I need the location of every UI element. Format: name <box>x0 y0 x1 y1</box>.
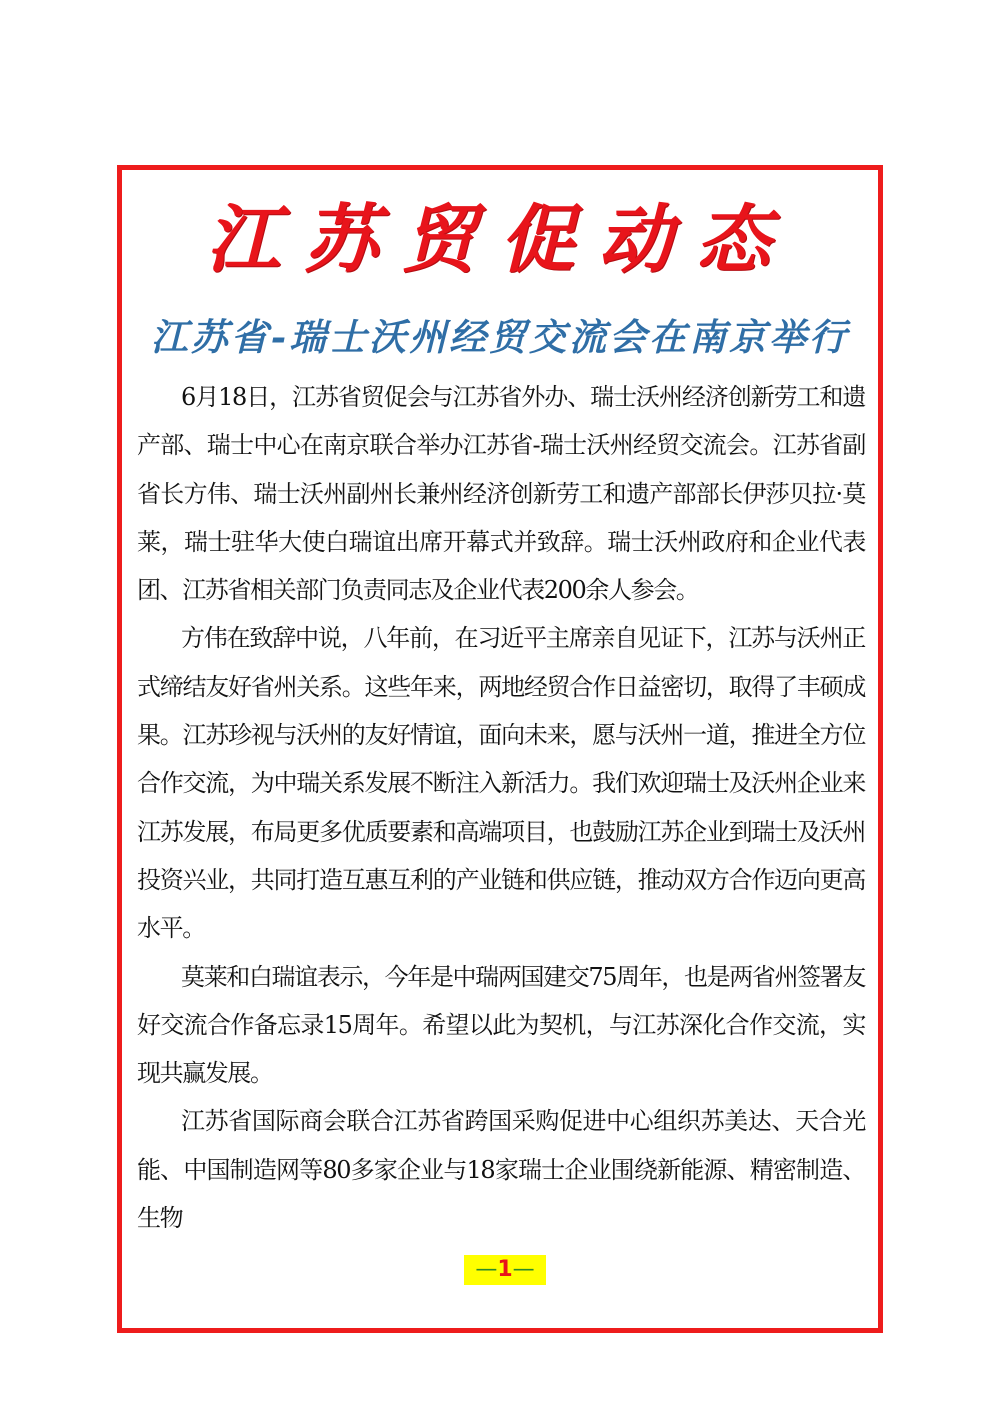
paragraph-3: 莫莱和白瑞谊表示，今年是中瑞两国建交75周年，也是两省州签署友好交流合作备忘录15周年。希望以此为契机，与江苏深化合作交流，实现共赢发展。 <box>137 962 865 1088</box>
article-headline: 江苏省-瑞士沃州经贸交流会在南京举行 <box>150 315 850 359</box>
page-number-dash-left: — <box>475 1257 498 1282</box>
paragraph-1: 6月18日，江苏省贸促会与江苏省外办、瑞士沃州经济创新劳工和遗产部、瑞士中心在南京联合举办江苏省-瑞士沃州经贸交流会。江苏省副省长方伟、瑞士沃州副州长兼州经济创新劳工和遗产部部长伊莎贝拉·莫莱，瑞士驻华大使白瑞谊出席开幕式并致辞。瑞士沃州政府和企业代表团、江苏省相关部门负责同志及企业代表200余人参会。 <box>137 383 865 605</box>
page-number <box>464 1255 546 1285</box>
paragraph-4: 江苏省国际商会联合江苏省跨国采购促进中心组织苏美达、天合光能、中国制造网等80多家企业与18家瑞士企业围绕新能源、精密制造、生物 <box>137 1107 865 1233</box>
page-number-dash-right: — <box>512 1257 535 1282</box>
page-number-value: 1 <box>497 1257 513 1282</box>
masthead-title: 江苏贸促动态 <box>206 197 794 283</box>
article-body <box>137 373 865 1242</box>
paragraph-2: 方伟在致辞中说，八年前，在习近平主席亲自见证下，江苏与沃州正式缔结友好省州关系。这些年来，两地经贸合作日益密切，取得了丰硕成果。江苏珍视与沃州的友好情谊，面向未来，愿与沃州一道，推进全方位合作交流，为中瑞关系发展不断注入新活力。我们欢迎瑞士及沃州企业来江苏发展，布局更多优质要素和高端项目，也鼓励江苏企业到瑞士及沃州投资兴业，共同打造互惠互利的产业链和供应链，推动双方合作迈向更高水平。 <box>137 624 865 943</box>
